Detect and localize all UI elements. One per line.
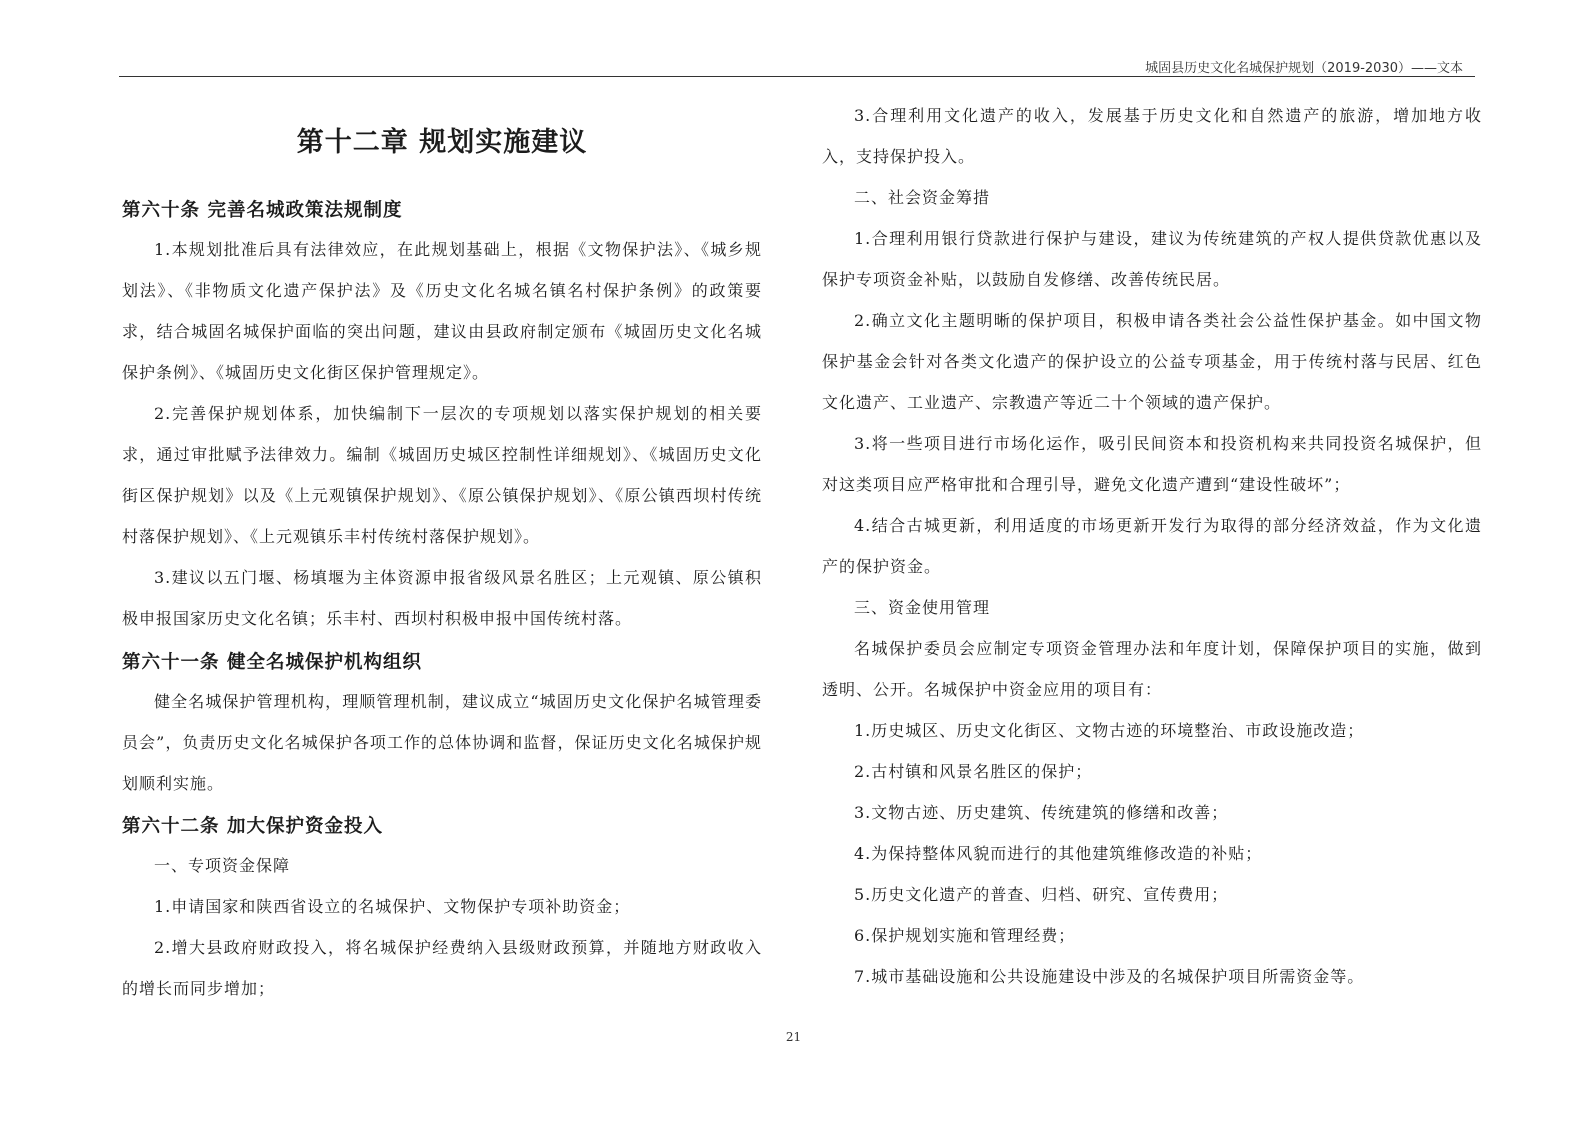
list-item: 6.保护规划实施和管理经费；: [854, 926, 1076, 945]
list-item: 4.为保持整体风貌而进行的其他建筑维修改造的补贴；: [854, 844, 1263, 863]
article-62-paragraph-2: 2.增大县政府财政投入，将名城保护经费纳入县级财政预算，并随地方财政收入的增长而同步增加；: [122, 938, 762, 998]
chapter-title: 第十二章 规划实施建议: [296, 127, 588, 158]
article-62-title: 第六十二条 加大保护资金投入: [122, 816, 383, 837]
list-item: 2.古村镇和风景名胜区的保护；: [854, 762, 1093, 781]
article-60-paragraph-1: 1.本规划批准后具有法律效应，在此规划基础上，根据《文物保护法》、《城乡规划法》、《非物质文化遗产保护法》及《历史文化名城名镇名村保护条例》的政策要求，结合城固名城保护面临的突出问题，建议由县政府制定颁布《城固历史文化名城保护条例》、《城固历史文化街区保护管理规定》。: [122, 240, 762, 382]
page-number: 21: [785, 1030, 802, 1044]
header-divider: [119, 76, 1475, 77]
article-62-subheading-3: 三、资金使用管理: [854, 598, 991, 617]
article-62-subheading-2: 二、社会资金筹措: [854, 188, 991, 207]
document-header-title: 城固县历史文化名城保护规划（2019-2030）——文本: [1145, 61, 1463, 76]
fund-usage-intro: 名城保护委员会应制定专项资金管理办法和年度计划，保障保护项目的实施，做到透明、公开。名城保护中资金应用的项目有：: [822, 639, 1482, 699]
article-62-paragraph-3: 3.合理利用文化遗产的收入，发展基于历史文化和自然遗产的旅游，增加地方收入，支持保护投入。: [822, 106, 1482, 166]
article-60-title: 第六十条 完善名城政策法规制度: [122, 200, 403, 221]
article-62-subheading-1: 一、专项资金保障: [154, 856, 291, 875]
social-funding-paragraph-4: 4.结合古城更新，利用适度的市场更新开发行为取得的部分经济效益，作为文化遗产的保护资金。: [822, 516, 1482, 576]
list-item: 1.历史城区、历史文化街区、文物古迹的环境整治、市政设施改造；: [854, 721, 1365, 740]
list-item: 3.文物古迹、历史建筑、传统建筑的修缮和改善；: [854, 803, 1229, 822]
article-61-title: 第六十一条 健全名城保护机构组织: [122, 652, 422, 673]
article-62-paragraph-1: 1.申请国家和陕西省设立的名城保护、文物保护专项补助资金；: [154, 897, 631, 916]
social-funding-paragraph-2: 2.确立文化主题明晰的保护项目，积极申请各类社会公益性保护基金。如中国文物保护基金会针对各类文化遗产的保护设立的公益专项基金，用于传统村落与民居、红色文化遗产、工业遗产、宗教遗产等近二十个领域的遗产保护。: [822, 311, 1482, 412]
list-item: 5.历史文化遗产的普查、归档、研究、宣传费用；: [854, 885, 1229, 904]
article-60-paragraph-2: 2.完善保护规划体系，加快编制下一层次的专项规划以落实保护规划的相关要求，通过审批赋予法律效力。编制《城固历史城区控制性详细规划》、《城固历史文化街区保护规划》以及《上元观镇保护规划》、《原公镇保护规划》、《原公镇西坝村传统村落保护规划》、《上元观镇乐丰村传统村落保护规划》。: [122, 404, 762, 546]
article-61-paragraph-1: 健全名城保护管理机构，理顺管理机制，建议成立“城固历史文化保护名城管理委员会”，负责历史文化名城保护各项工作的总体协调和监督，保证历史文化名城保护规划顺利实施。: [122, 692, 762, 793]
article-60-paragraph-3: 3.建议以五门堰、杨填堰为主体资源申报省级风景名胜区；上元观镇、原公镇积极申报国家历史文化名镇；乐丰村、西坝村积极申报中国传统村落。: [122, 568, 762, 628]
social-funding-paragraph-1: 1.合理利用银行贷款进行保护与建设，建议为传统建筑的产权人提供贷款优惠以及保护专项资金补贴，以鼓励自发修缮、改善传统民居。: [822, 229, 1482, 289]
social-funding-paragraph-3: 3.将一些项目进行市场化运作，吸引民间资本和投资机构来共同投资名城保护，但对这类项目应严格审批和合理引导，避免文化遗产遭到“建设性破坏”；: [822, 434, 1482, 494]
list-item: 7.城市基础设施和公共设施建设中涉及的名城保护项目所需资金等。: [854, 967, 1365, 986]
